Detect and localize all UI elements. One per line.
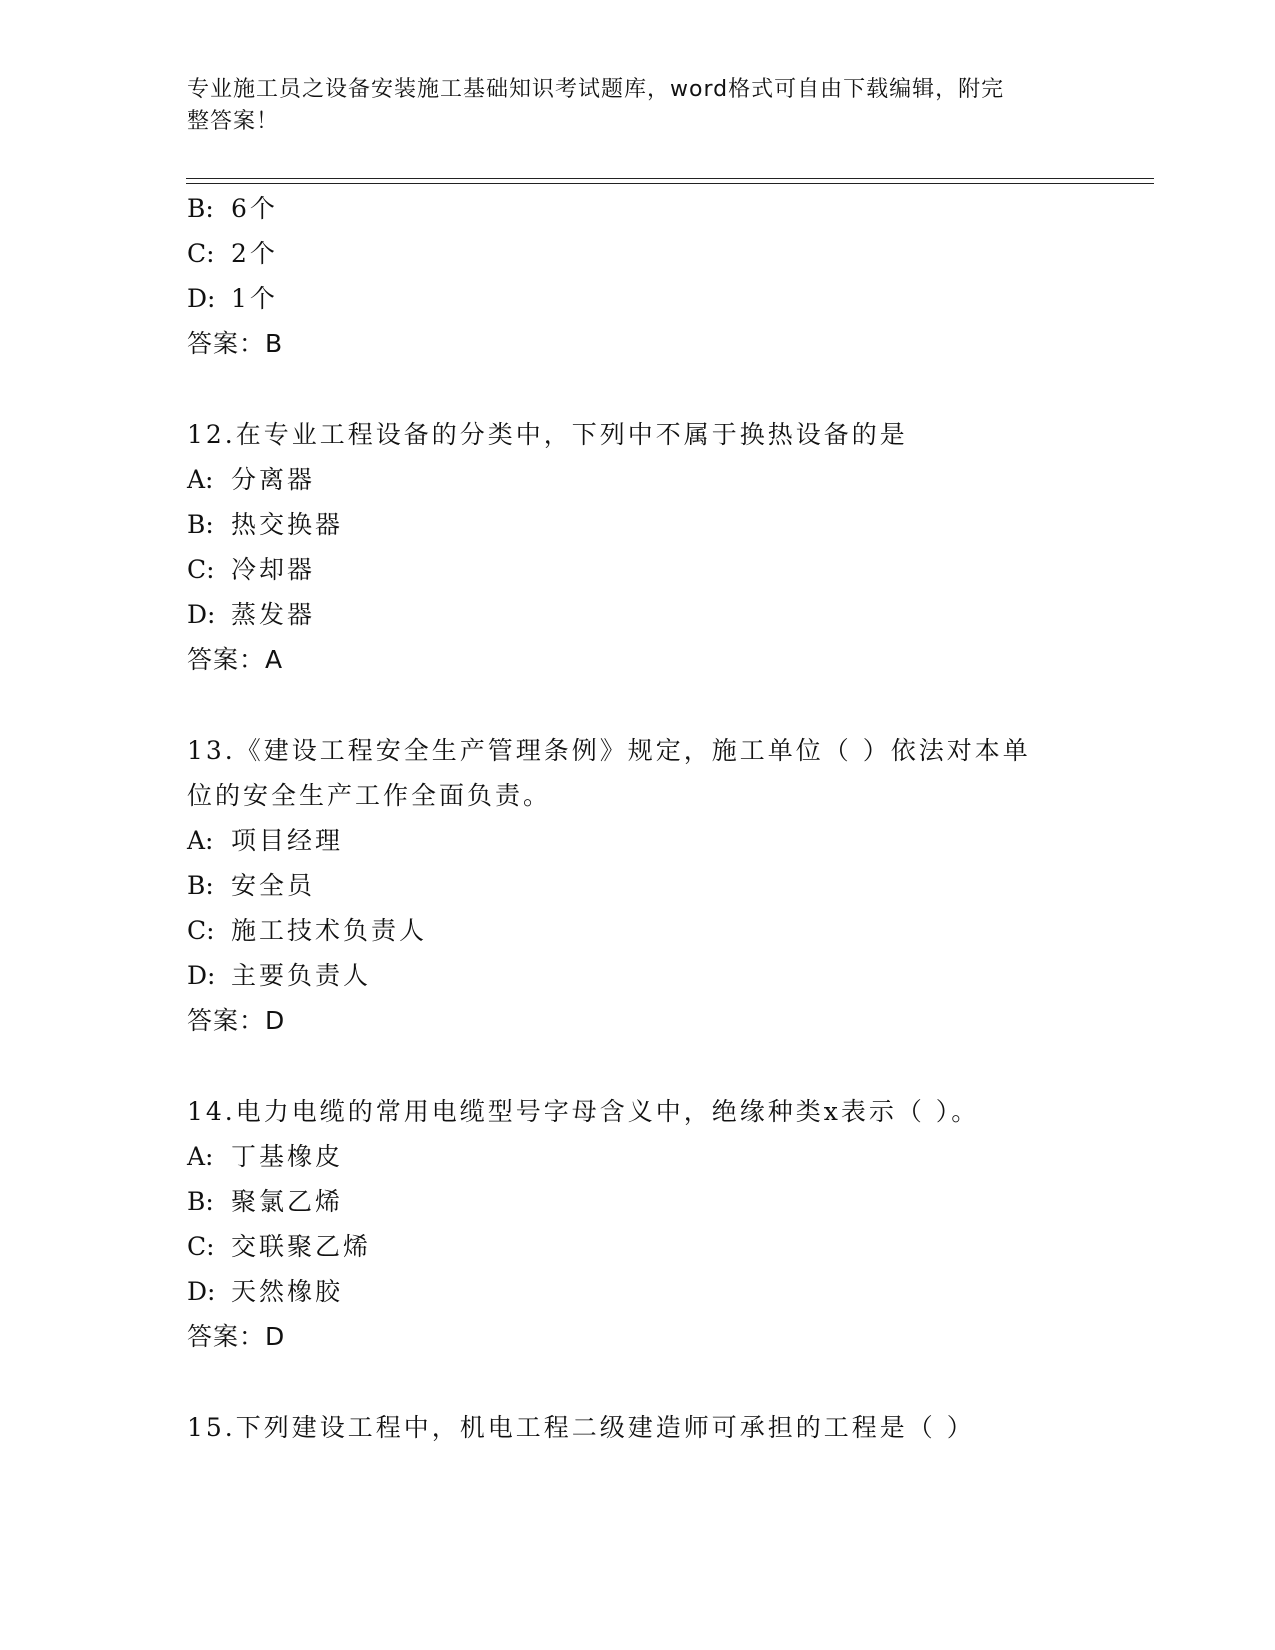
q11-option-c: C: 2个 <box>187 239 278 268</box>
q13-stem-line-2: 位的安全生产工作全面负责。 <box>187 781 552 810</box>
header-divider-bottom <box>186 183 1154 184</box>
header-line-2: 整答案！ <box>187 109 280 134</box>
q13-stem-line-1: 13.《建设工程安全生产管理条例》规定，施工单位（ ）依法对本单 <box>187 736 1031 765</box>
q11-option-b: B: 6个 <box>187 194 278 223</box>
q13-option-d: D: 主要负责人 <box>187 961 372 990</box>
q12-option-d: D: 蒸发器 <box>187 600 316 629</box>
q12-option-b: B: 热交换器 <box>187 510 344 539</box>
header-divider-top <box>186 178 1154 179</box>
q11-answer: 答案：B <box>187 329 284 358</box>
q14-answer: 答案：D <box>187 1322 286 1351</box>
q12-stem: 12.在专业工程设备的分类中，下列中不属于换热设备的是 <box>187 420 908 449</box>
q13-option-b: B: 安全员 <box>187 871 316 900</box>
q11-option-d: D: 1个 <box>187 284 278 313</box>
q14-option-b: B: 聚氯乙烯 <box>187 1187 344 1216</box>
q13-answer: 答案：D <box>187 1006 286 1035</box>
q14-option-d: D: 天然橡胶 <box>187 1277 344 1306</box>
q13-option-c: C: 施工技术负责人 <box>187 916 428 945</box>
q14-option-a: A: 丁基橡皮 <box>187 1142 344 1171</box>
q14-stem: 14.电力电缆的常用电缆型号字母含义中，绝缘种类x表示（ ）。 <box>187 1097 980 1126</box>
q14-option-c: C: 交联聚乙烯 <box>187 1232 372 1261</box>
header-line-1: 专业施工员之设备安装施工基础知识考试题库，word格式可自由下载编辑，附完 <box>187 77 1005 102</box>
q12-option-c: C: 冷却器 <box>187 555 316 584</box>
document-header <box>187 74 1067 138</box>
q15-stem: 15.下列建设工程中，机电工程二级建造师可承担的工程是（ ） <box>187 1413 975 1442</box>
q12-answer: 答案：A <box>187 645 284 674</box>
q12-option-a: A: 分离器 <box>187 465 316 494</box>
q13-option-a: A: 项目经理 <box>187 826 344 855</box>
